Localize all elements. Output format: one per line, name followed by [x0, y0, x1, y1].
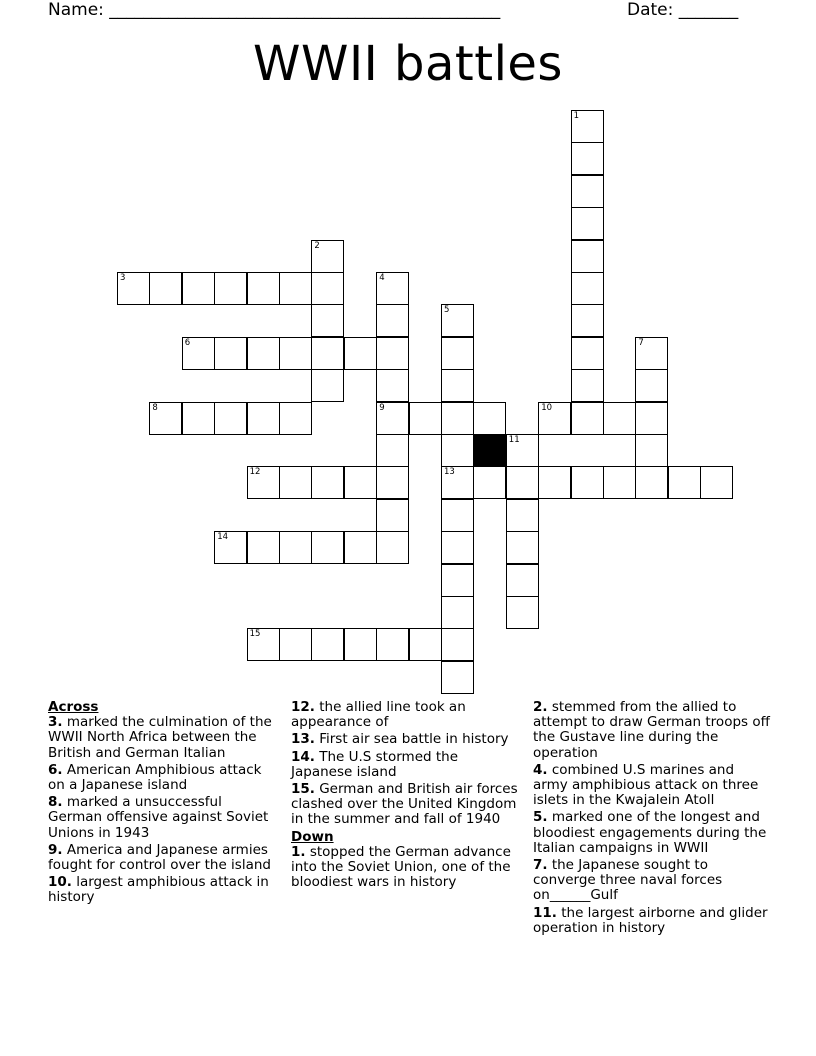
clue-down-2 [533, 700, 773, 761]
black-square [473, 434, 506, 467]
grid-cell[interactable] [376, 434, 409, 467]
clue-down-5 [533, 810, 773, 856]
grid-cell[interactable] [376, 304, 409, 337]
clue-number: 12. [291, 699, 315, 715]
grid-cell[interactable] [571, 369, 604, 402]
clue-across-15 [291, 782, 523, 828]
grid-cell[interactable] [571, 272, 604, 305]
grid-cell[interactable] [506, 466, 539, 499]
grid-cell[interactable] [279, 531, 312, 564]
clue-down-11 [533, 906, 773, 936]
grid-cell[interactable] [571, 110, 604, 143]
grid-cell[interactable] [441, 434, 474, 467]
grid-cell[interactable] [441, 337, 474, 370]
grid-cell[interactable] [506, 596, 539, 629]
clue-number: 11. [533, 904, 557, 921]
clue-down-7 [533, 858, 773, 904]
clue-column-1 [48, 700, 280, 908]
grid-cell[interactable] [311, 240, 344, 273]
clue-text: marked a unsuccessful German offensive against Soviet Unions in 1943 [48, 794, 269, 841]
grid-cell[interactable] [376, 272, 409, 305]
grid-cell[interactable] [279, 466, 312, 499]
grid-cell[interactable] [409, 628, 442, 661]
name-field[interactable]: Name: ______________________________________________ [48, 0, 501, 20]
clue-across-14 [291, 750, 523, 780]
clue-number-label: 3 [120, 273, 126, 283]
clue-text: the allied line took an appearance of [291, 699, 466, 731]
clue-text: the largest airborne and glider operation in history [533, 904, 768, 936]
grid-cell[interactable] [441, 628, 474, 661]
grid-cell[interactable] [311, 304, 344, 337]
clue-text: stemmed from the allied to attempt to draw German troops off the Gustave line during the operation [533, 699, 770, 761]
grid-cell[interactable] [376, 499, 409, 532]
grid-cell[interactable] [182, 402, 215, 435]
grid-cell[interactable] [149, 272, 182, 305]
grid-cell[interactable] [635, 434, 668, 467]
date-field[interactable]: Date: _______ [627, 0, 739, 20]
grid-cell[interactable] [117, 272, 150, 305]
clue-number: 6. [48, 761, 63, 778]
grid-cell[interactable] [214, 337, 247, 370]
grid-cell[interactable] [603, 466, 636, 499]
clue-number-label: 10 [541, 402, 553, 413]
clue-number: 1. [291, 843, 306, 860]
grid-cell[interactable] [247, 531, 280, 564]
page-title: WWII battles [253, 36, 563, 92]
clue-number: 8. [48, 794, 63, 811]
clue-number-label: 4 [379, 273, 385, 283]
clue-text: German and British air forces clashed over the United Kingdom in the summer and fall of 1940 [291, 781, 518, 828]
clue-number: 14. [291, 748, 315, 765]
across-heading: Across [48, 699, 99, 715]
clue-across-8 [48, 795, 280, 841]
clue-number-label: 7 [638, 337, 644, 348]
grid-cell[interactable] [538, 402, 571, 435]
clue-across-12 [291, 700, 523, 730]
grid-cell[interactable] [473, 466, 506, 499]
clue-number: 5. [533, 809, 548, 826]
grid-cell[interactable] [214, 531, 247, 564]
grid-cell[interactable] [344, 531, 377, 564]
grid-cell[interactable] [279, 402, 312, 435]
grid-cell[interactable] [376, 369, 409, 402]
clue-column-2 [291, 700, 523, 892]
clue-column-3 [533, 700, 773, 938]
grid-cell[interactable] [668, 466, 701, 499]
grid-cell[interactable] [571, 240, 604, 273]
grid-cell[interactable] [441, 596, 474, 629]
grid-cell[interactable] [441, 499, 474, 532]
grid-cell[interactable] [247, 272, 280, 305]
clue-text: The U.S stormed the Japanese island [291, 748, 459, 780]
grid-cell[interactable] [635, 466, 668, 499]
grid-cell[interactable] [571, 175, 604, 208]
grid-cell[interactable] [441, 564, 474, 597]
clue-text: combined U.S marines and army amphibious attack on three islets in the Kwajalein Atoll [533, 761, 759, 809]
grid-cell[interactable] [506, 531, 539, 564]
grid-cell[interactable] [376, 628, 409, 661]
grid-cell[interactable] [441, 531, 474, 564]
grid-cell[interactable] [473, 402, 506, 435]
clue-across-10 [48, 875, 280, 905]
grid-cell[interactable] [571, 207, 604, 240]
grid-cell[interactable] [635, 369, 668, 402]
grid-cell[interactable] [376, 466, 409, 499]
clue-text: the Japanese sought to converge three naval forces on______Gulf [533, 857, 723, 904]
grid-cell[interactable] [571, 337, 604, 370]
clue-number-label: 11 [508, 435, 520, 445]
grid-cell[interactable] [279, 272, 312, 305]
clue-number: 7. [533, 857, 548, 874]
clue-number: 9. [48, 841, 63, 858]
grid-cell[interactable] [311, 466, 344, 499]
grid-cell[interactable] [279, 337, 312, 370]
clue-number: 15. [291, 781, 315, 798]
clue-across-3 [48, 715, 280, 761]
clue-number-label: 12 [249, 467, 261, 478]
clue-number-label: 6 [184, 337, 191, 348]
clue-text: First air sea battle in history [319, 731, 509, 748]
clue-text: largest amphibious attack in history [48, 874, 269, 906]
clue-down-4 [533, 763, 773, 809]
clue-number: 13. [291, 731, 315, 748]
clue-number: 2. [533, 699, 548, 715]
clue-across-9 [48, 843, 280, 873]
grid-cell[interactable] [149, 402, 182, 435]
grid-cell[interactable] [376, 337, 409, 370]
clue-number-label: 1 [573, 111, 580, 121]
grid-cell[interactable] [441, 466, 474, 499]
clue-number-label: 9 [379, 402, 385, 413]
clue-across-6 [48, 763, 280, 793]
grid-cell[interactable] [635, 402, 668, 435]
grid-cell[interactable] [571, 304, 604, 337]
grid-cell[interactable] [247, 402, 280, 435]
grid-cell[interactable] [247, 466, 280, 499]
grid-cell[interactable] [311, 628, 344, 661]
grid-cell[interactable] [571, 402, 604, 435]
grid-cell[interactable] [182, 337, 215, 370]
clue-across-13 [291, 732, 523, 747]
clue-number-label: 14 [217, 532, 229, 543]
grid-cell[interactable] [247, 337, 280, 370]
grid-cell[interactable] [571, 466, 604, 499]
grid-cell[interactable] [311, 369, 344, 402]
grid-cell[interactable] [344, 628, 377, 661]
grid-cell[interactable] [247, 628, 280, 661]
clue-number-label: 15 [249, 629, 261, 640]
down-heading: Down [291, 828, 334, 845]
grid-cell[interactable] [506, 499, 539, 532]
grid-cell[interactable] [311, 531, 344, 564]
clue-number: 3. [48, 714, 63, 731]
clue-text: America and Japanese armies fought for control over the island [48, 841, 271, 874]
grid-cell[interactable] [441, 369, 474, 402]
grid-cell[interactable] [441, 661, 474, 694]
grid-cell[interactable] [441, 304, 474, 337]
grid-cell[interactable] [311, 337, 344, 370]
grid-cell[interactable] [506, 434, 539, 467]
clue-number-label: 8 [152, 402, 158, 413]
grid-cell[interactable] [279, 628, 312, 661]
clue-text: marked one of the longest and bloodiest engagements during the Italian campaigns in WWII [533, 809, 767, 856]
grid-cell[interactable] [376, 531, 409, 564]
clue-number-label: 2 [314, 240, 320, 251]
clue-text: stopped the German advance into the Soviet Union, one of the bloodiest wars in history [291, 843, 511, 891]
grid-cell[interactable] [603, 402, 636, 435]
clue-number: 4. [533, 761, 548, 778]
grid-cell[interactable] [376, 402, 409, 435]
grid-cell[interactable] [311, 272, 344, 305]
grid-cell[interactable] [409, 402, 442, 435]
grid-cell[interactable] [441, 402, 474, 435]
grid-cell[interactable] [571, 142, 604, 175]
clue-number: 10. [48, 874, 72, 891]
grid-cell[interactable] [506, 564, 539, 597]
clue-text: American Amphibious attack on a Japanese island [48, 761, 262, 794]
grid-cell[interactable] [214, 402, 247, 435]
clue-number-label: 13 [444, 467, 455, 478]
clue-text: marked the culmination of the WWII North Africa between the British and German Italian [48, 714, 272, 761]
grid-cell[interactable] [182, 272, 215, 305]
grid-cell[interactable] [344, 337, 377, 370]
clue-down-1 [291, 845, 523, 891]
clue-number-label: 5 [444, 305, 450, 316]
grid-cell[interactable] [344, 466, 377, 499]
grid-cell[interactable] [700, 466, 733, 499]
grid-cell[interactable] [538, 466, 571, 499]
grid-cell[interactable] [214, 272, 247, 305]
grid-cell[interactable] [635, 337, 668, 370]
